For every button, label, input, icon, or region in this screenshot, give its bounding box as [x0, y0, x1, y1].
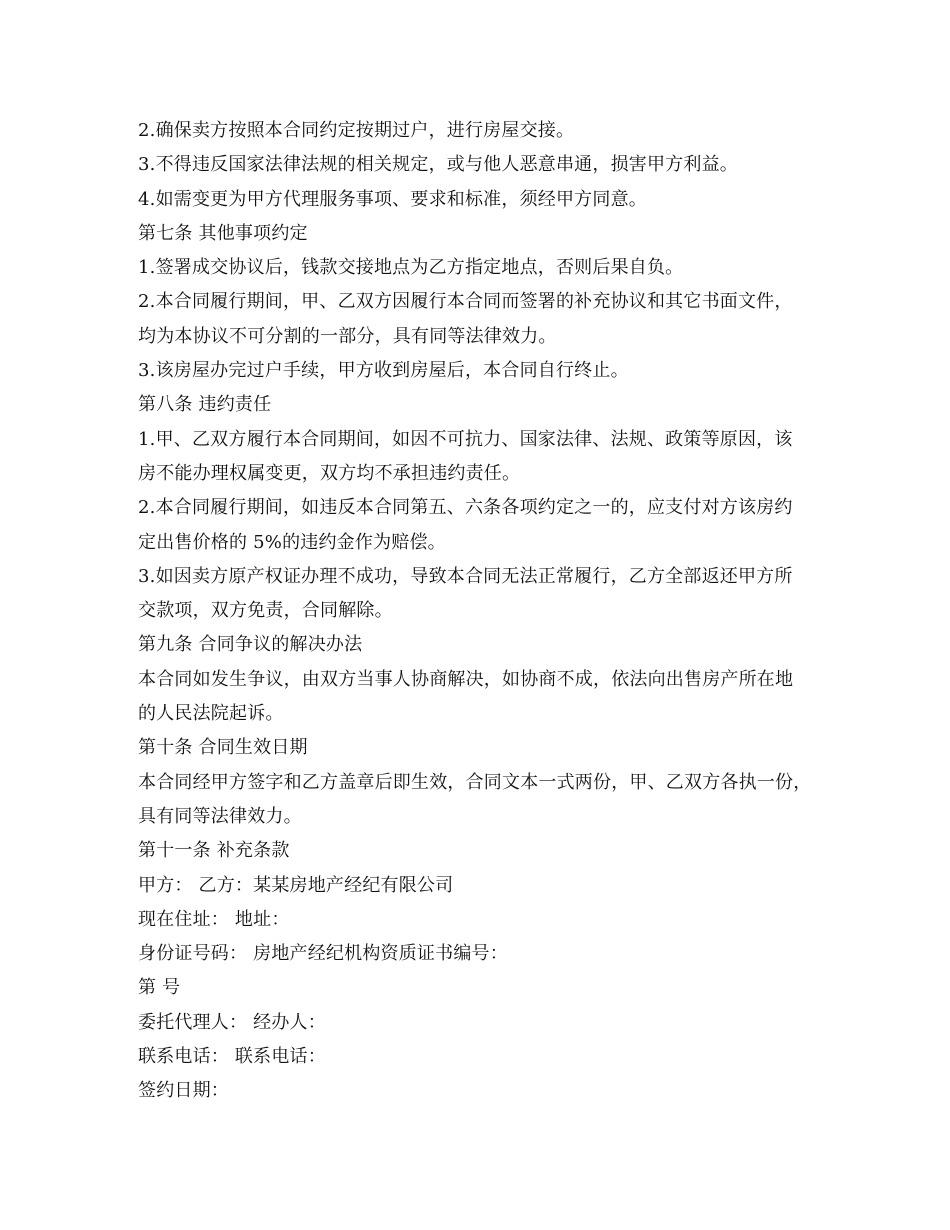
text-line: 定出售价格的 5%的违约金作为赔偿。	[138, 531, 446, 553]
text-line: 2.确保卖方按照本合同约定按期过户，进行房屋交接。	[138, 120, 575, 141]
section-heading: 第十一条 补充条款	[138, 840, 290, 862]
section-heading: 第十条 合同生效日期	[138, 737, 308, 759]
text-line: 3.如因卖方原产权证办理不成功，导致本合同无法正常履行，乙方全部返还甲方所	[138, 565, 793, 587]
text-line: 4.如需变更为甲方代理服务事项、要求和标准，须经甲方同意。	[138, 188, 647, 210]
text-line: 均为本协议不可分割的一部分，具有同等法律效力。	[138, 325, 557, 347]
text-line: 1.签署成交协议后，钱款交接地点为乙方指定地点，否则后果自负。	[138, 257, 684, 279]
section-heading: 第七条 其他事项约定	[138, 222, 308, 244]
signature-field-line: 身份证号码： 房地产经纪机构资质证书编号：	[138, 943, 508, 965]
signature-field-line: 委托代理人： 经办人：	[138, 1011, 326, 1033]
document-body	[138, 114, 838, 1109]
signature-field-line: 甲方： 乙方：某某房地产经纪有限公司	[138, 874, 454, 896]
text-line: 房不能办理权属变更，双方均不承担违约责任。	[138, 462, 521, 484]
section-heading: 第八条 违约责任	[138, 394, 272, 416]
text-line: 2.本合同履行期间，甲、乙双方因履行本合同而签署的补充协议和其它书面文件，	[138, 291, 793, 313]
section-heading: 第九条 合同争议的解决办法	[138, 634, 363, 656]
signature-field-line: 现在住址： 地址：	[138, 908, 290, 930]
text-line: 3.该房屋办完过户手续，甲方收到房屋后，本合同自行终止。	[138, 360, 629, 382]
text-line: 本合同经甲方签字和乙方盖章后即生效，合同文本一式两份，甲、乙双方各执一份，	[138, 771, 812, 793]
text-line: 本合同如发生争议，由双方当事人协商解决，如协商不成，依法向出售房产所在地	[138, 668, 794, 690]
text-line: 3.不得违反国家法律法规的相关规定，或与他人恶意串通，损害甲方利益。	[138, 154, 738, 176]
text-line: 的人民法院起诉。	[138, 703, 284, 725]
signature-field-line: 联系电话： 联系电话：	[138, 1046, 326, 1068]
text-line: 1.甲、乙双方履行本合同期间，如因不可抗力、国家法律、法规、政策等原因，该	[138, 428, 793, 450]
signature-field-line: 第 号	[138, 977, 181, 999]
text-line: 交款项，双方免责，合同解除。	[138, 600, 393, 622]
text-line: 具有同等法律效力。	[138, 805, 302, 827]
text-line: 2.本合同履行期间，如违反本合同第五、六条各项约定之一的，应支付对方该房约	[138, 497, 793, 519]
signature-field-line: 签约日期：	[138, 1080, 229, 1102]
